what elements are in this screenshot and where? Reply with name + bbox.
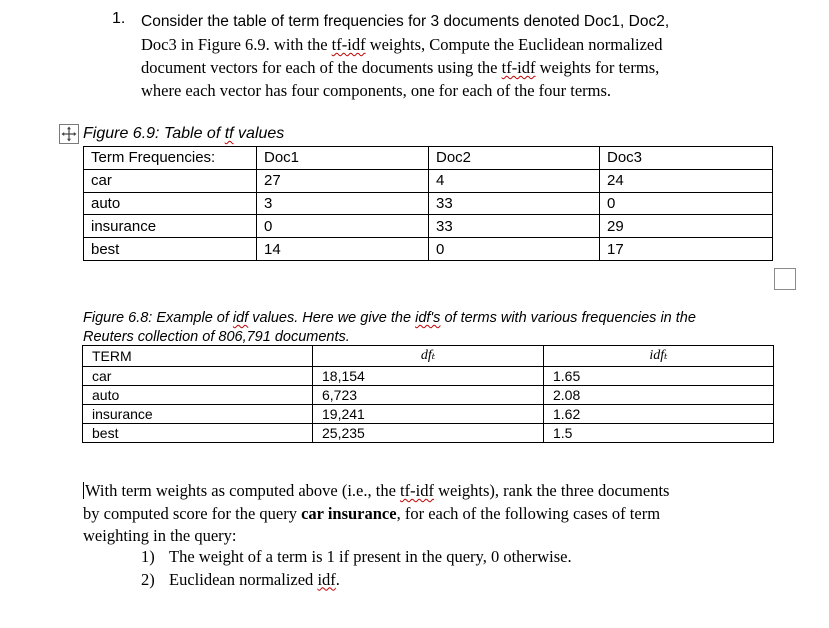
- table-row: [84, 215, 773, 238]
- table-cell: auto: [84, 192, 257, 215]
- table-cell: 17: [600, 238, 773, 261]
- table-move-handle-icon[interactable]: [59, 124, 79, 144]
- header-cell: Term Frequencies:: [84, 147, 257, 170]
- table-cell: 1.5: [544, 424, 774, 443]
- list-item: 1) The weight of a term is 1 if present in the query, 0 otherwise.: [141, 547, 572, 566]
- table-header-row: [83, 346, 774, 367]
- table-cell: 33: [429, 215, 600, 238]
- list-item: 2) Euclidean normalized idf.: [141, 569, 340, 589]
- question-line: Doc3 in Figure 6.9. with the tf-idf weights, Compute the Euclidean normalized: [141, 35, 663, 54]
- table-resize-handle[interactable]: [774, 268, 796, 290]
- table-row: [84, 169, 773, 192]
- table-cell: 4: [429, 169, 600, 192]
- idf-table: [82, 345, 774, 443]
- header-cell: Doc3: [600, 147, 773, 170]
- tf-table: [83, 146, 773, 261]
- question-line: document vectors for each of the documents using the tf-idf weights for terms,: [141, 58, 660, 77]
- question-line: where each vector has four components, one for each of the four terms.: [141, 81, 612, 100]
- table-cell: best: [83, 424, 313, 443]
- paragraph-line: With term weights as computed above (i.e., the tf-idf weights), rank the three documents: [85, 481, 670, 500]
- weighting-cases-list: [141, 546, 572, 591]
- header-cell: Doc1: [257, 147, 429, 170]
- query-terms: car insurance: [301, 503, 397, 523]
- table-cell: 6,723: [313, 386, 544, 405]
- paragraph-line: by computed score for the query car insurance, for each of the following cases of term: [83, 503, 661, 523]
- table-header-row: [84, 147, 773, 170]
- table-cell: 1.65: [544, 367, 774, 386]
- table-cell: car: [84, 169, 257, 192]
- table-row: [84, 192, 773, 215]
- table-cell: 18,154: [313, 367, 544, 386]
- instructions-paragraph: [83, 480, 783, 548]
- question-number: 1.: [112, 10, 126, 27]
- table-cell: 0: [600, 192, 773, 215]
- figure-6-8-caption: [83, 309, 783, 346]
- table-cell: best: [84, 238, 257, 261]
- table-cell: car: [83, 367, 313, 386]
- header-cell: TERM: [83, 346, 313, 367]
- caption-line: Reuters collection of 806,791 documents.: [83, 328, 350, 345]
- paragraph-line: weighting in the query:: [83, 526, 237, 545]
- table-cell: 14: [257, 238, 429, 261]
- table-cell: 24: [600, 169, 773, 192]
- table-cell: insurance: [84, 215, 257, 238]
- table-row: [83, 424, 774, 443]
- table-cell: 27: [257, 169, 429, 192]
- caption-line: Figure 6.8: Example of idf values. Here we give the idf's of terms with various frequencies in the: [83, 310, 696, 326]
- table-cell: 2.08: [544, 386, 774, 405]
- question-text: [141, 10, 781, 102]
- question-line: Consider the table of term frequencies for 3 documents denoted Doc1, Doc2,: [141, 13, 670, 30]
- table-cell: 0: [257, 215, 429, 238]
- table-cell: 19,241: [313, 405, 544, 424]
- table-cell: 1.62: [544, 405, 774, 424]
- table-row: [83, 367, 774, 386]
- table-cell: auto: [83, 386, 313, 405]
- table-cell: 25,235: [313, 424, 544, 443]
- table-cell: 33: [429, 192, 600, 215]
- table-row: [83, 405, 774, 424]
- table-cell: 3: [257, 192, 429, 215]
- header-cell: dfₜ: [313, 346, 544, 367]
- table-row: [83, 386, 774, 405]
- table-row: [84, 238, 773, 261]
- table-cell: insurance: [83, 405, 313, 424]
- header-cell: idfₜ: [544, 346, 774, 367]
- figure-6-9-caption: Figure 6.9: Table of tf values: [83, 125, 285, 142]
- table-cell: 0: [429, 238, 600, 261]
- table-cell: 29: [600, 215, 773, 238]
- text-cursor: [83, 482, 84, 499]
- header-cell: Doc2: [429, 147, 600, 170]
